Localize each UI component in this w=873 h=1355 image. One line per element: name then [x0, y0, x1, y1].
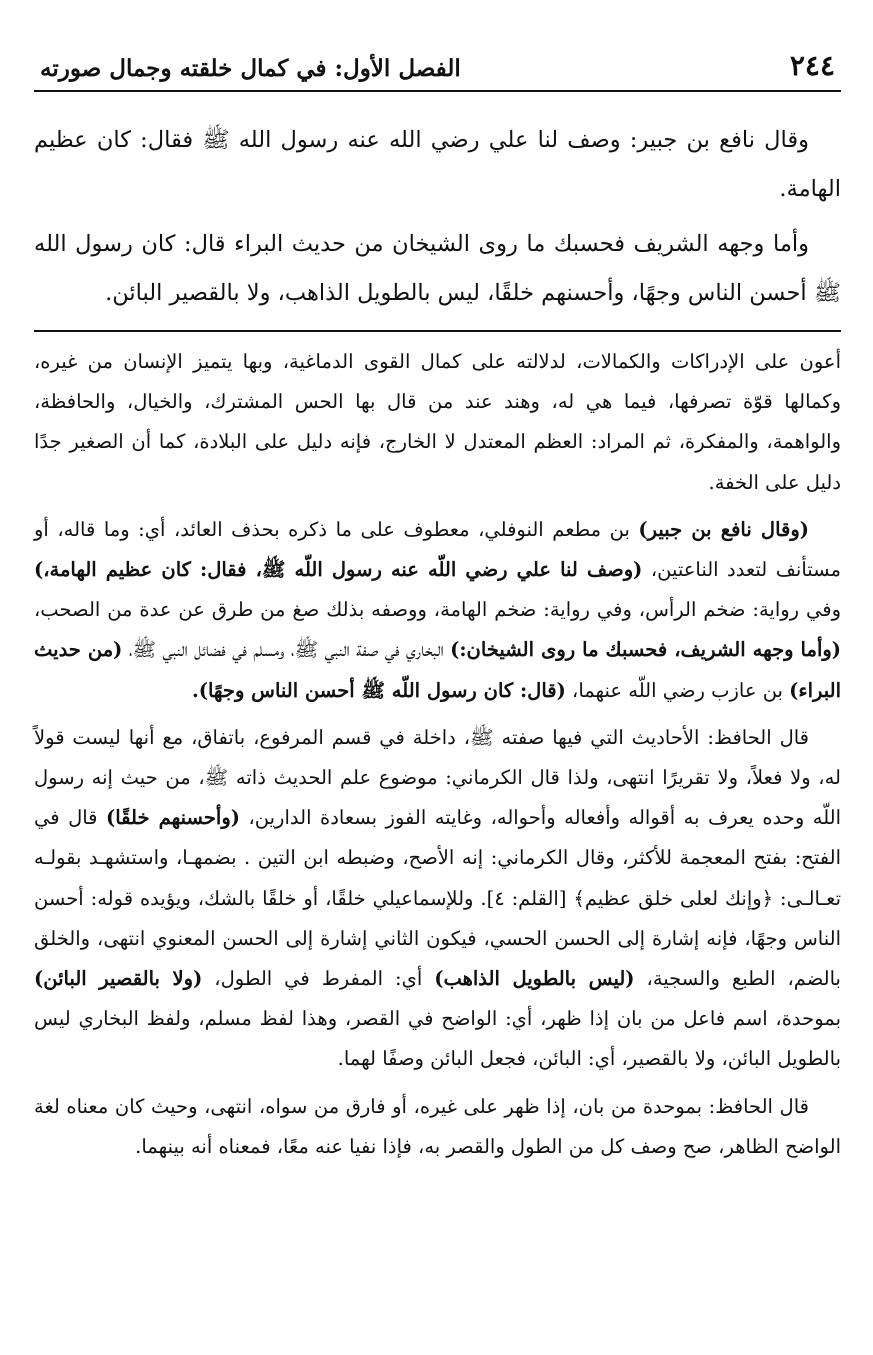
- commentary-text: قال في الفتح: بفتح المعجمة للأكثر، وقال الكرماني: إنه الأصح، وضبطه ابن التين . بضمهـا، واستشهـد بقولـه تعـالـى: ﴿وإنك لعلى خلق عظيم﴾ [القلم: ٤]. وللإسماعيلي خلقًا، أو خلقًا بالشك، ويؤيده قوله: أحسن الناس وجهًا، فإنه إشارة إلى الحسن الحسي، فيكون الثاني إشارة إلى الحسن المعنوي انتهى، والخلق بالضم، الطبع والسجية،: [34, 806, 841, 991]
- quoted-text: (ليس بالطويل الذاهب): [434, 967, 635, 991]
- commentary-paragraph: أعون على الإدراكات والكمالات، لدلالته على كمال القوى الدماغية، وبها يتميز الإنسان من غيره، وكمالها قوّة تصرفها، فيما هي له، وهند عند من قال بها الحس المشترك، والخيال، والحافظة، والواهمة، والمفكرة، ثم المراد: العظم المعتدل لا الخارج، فإنه دليل على البلادة، كما أن الصغير جدًا دليل على الخفة.: [34, 350, 841, 494]
- quoted-text: (من حديث البراء): [34, 638, 841, 702]
- commentary-text: بن عازب رضي اللّه عنهما،: [565, 678, 790, 702]
- main-paragraph: وقال نافع بن جبير: وصف لنا علي رضي الله عنه رسول الله ﷺ فقال: كان عظيم الهامة.: [34, 127, 841, 202]
- commentary-text: قال الحافظ: الأحاديث التي فيها صفته ﷺ، داخلة في قسم المرفوع، باتفاق، مع أنها ليست قولاً له، ولا فعلاً، ولا تقريرًا انتهى، ولذا قال الكرماني: موضوع علم الحديث ذاته ﷺ، من حيث إنه رسول اللّه وحده يعرف به أقواله وأفعاله وأحواله، وغايته الفوز بسعادة الدارين،: [34, 725, 842, 830]
- commentary-text: أي: المفرط في الطول،: [202, 967, 435, 991]
- commentary-text: بموحدة، اسم فاعل من بان إذا ظهر، أي: الواضح في القصر، وهذا لفظ مسلم، ولفظ البخاري ليس بالطويل البائن، ولا بالقصير، أي: البائن، فجعل البائن وصفًا لهما.: [34, 1007, 841, 1071]
- commentary-paragraph: قال الحافظ: بموحدة من بان، إذا ظهر على غيره، أو فارق من سواه، انتهى، وحيث كان معناه لغة الواضح الظاهر، صح وصف كل من الطول والقصر به، فإذا نفيا عنه معًا، فمعناه أنه بينهما.: [34, 1094, 841, 1158]
- footnote-divider: [34, 330, 841, 332]
- quoted-text: (وأما وجهه الشريف، فحسبك ما روى الشيخان:): [450, 638, 842, 662]
- page-header: [34, 0, 841, 92]
- page-number: ٢٤٤: [789, 49, 835, 82]
- commentary-text: بن مطعم النوفلي، معطوف على ما ذكره بحذف العائد، أي: وما قاله، أو مستأنف لتعدد الناعتين،: [34, 517, 841, 582]
- chapter-title: الفصل الأول: في كمال خلقته وجمال صورته: [40, 55, 461, 82]
- commentary-paragraph: [34, 718, 841, 1080]
- quoted-text: (قال: كان رسول اللّه ﷺ أحسن الناس وجهًا).: [191, 678, 566, 702]
- quoted-text: (وأحسنهم خلقًا): [106, 806, 240, 830]
- main-text: [34, 116, 841, 318]
- quoted-text: (وصف لنا علي رضي اللّه عنه رسول اللّه ﷺ، فقال: كان عظيم الهامة،): [34, 558, 643, 582]
- quoted-text: (ولا بالقصير البائن): [34, 967, 203, 991]
- commentary-text: البخاري في صفة النبي ﷺ، ومسلم في فضائل النبي ﷺ،: [122, 638, 451, 662]
- commentary-paragraph: [34, 510, 841, 711]
- quoted-text: (وقال نافع بن جبير): [638, 517, 809, 541]
- commentary-text: وفي رواية: ضخم الرأس، وفي رواية: ضخم الهامة، ووصفه بذلك صغ من طرق عن عدة من الصحب،: [34, 598, 841, 622]
- main-paragraph: وأما وجهه الشريف فحسبك ما روى الشيخان من حديث البراء قال: كان رسول الله ﷺ أحسن الناس وجهًا، وأحسنهم خلقًا، ليس بالطويل الذاهب، ولا بالقصير البائن.: [34, 231, 841, 306]
- commentary: [34, 342, 841, 1167]
